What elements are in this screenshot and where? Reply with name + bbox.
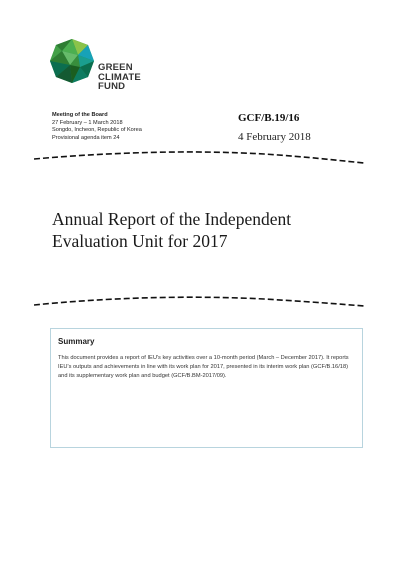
document-code: GCF/B.19/16 bbox=[238, 112, 300, 124]
gcf-logo bbox=[48, 37, 158, 97]
agenda-item: Provisional agenda item 24 bbox=[52, 134, 120, 141]
document-date: 4 February 2018 bbox=[238, 131, 311, 143]
title-line: Annual Report of the Independent bbox=[52, 209, 292, 229]
document-reference bbox=[238, 112, 311, 143]
meeting-location: Songdo, Incheon, Republic of Korea bbox=[52, 127, 142, 134]
logo-line: GREEN bbox=[98, 62, 133, 73]
meeting-dates: 27 February – 1 March 2018 bbox=[52, 119, 123, 126]
logo-line: CLIMATE bbox=[98, 71, 141, 83]
summary-box bbox=[50, 328, 363, 448]
logo-line: FUND bbox=[98, 81, 126, 92]
logo-wordmark bbox=[98, 63, 141, 92]
globe-icon bbox=[48, 37, 96, 85]
summary-heading: Summary bbox=[58, 337, 95, 346]
meeting-title: Meeting of the Board bbox=[52, 112, 108, 118]
title-line: Evaluation Unit for 2017 bbox=[52, 231, 228, 251]
wave-divider-bottom bbox=[34, 294, 364, 308]
page-title bbox=[52, 208, 372, 252]
meeting-info bbox=[52, 112, 142, 142]
summary-body: This document provides a report of IEU's key activities over a 10-month period (March – December 2017). It reports IEU's outputs and achievements in line with its work plan for 2017, presented in its interim work plan (GCF/B.16/18) and its supplementary work plan and budget (GCF/B.BM-2017/09). bbox=[58, 355, 349, 380]
wave-divider-top bbox=[34, 150, 364, 164]
